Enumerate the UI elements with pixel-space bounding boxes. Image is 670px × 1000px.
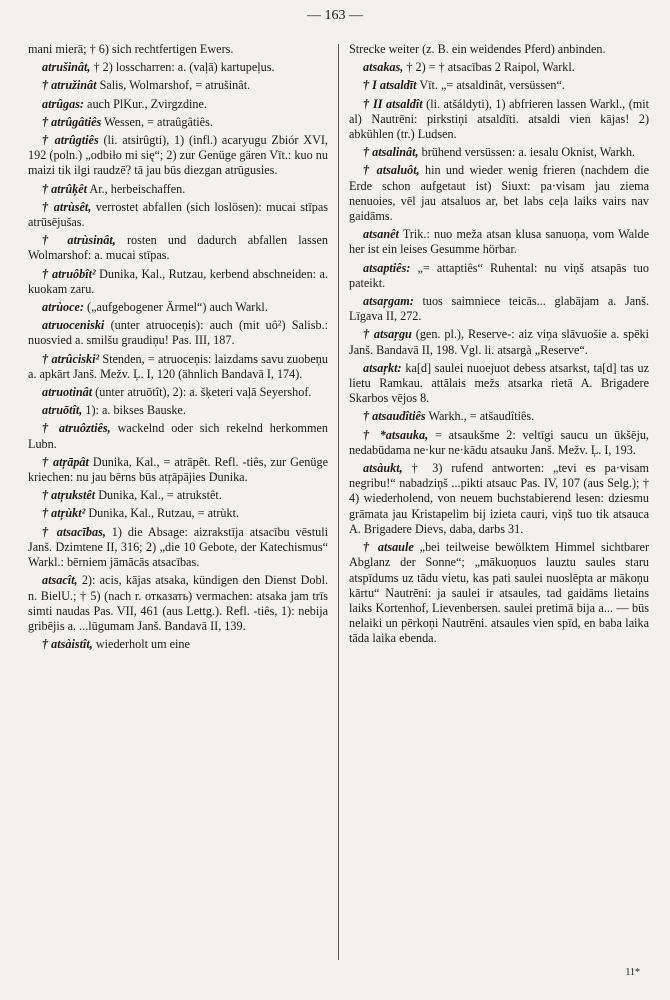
page-number: — 163 —: [307, 8, 363, 23]
entry-headword: † atrûciski²: [42, 351, 100, 366]
dictionary-entry: [28, 506, 328, 521]
entry-text: Vīt. „= atsaldinât, versüssen“.: [419, 78, 565, 93]
entry-text: = atsaukšme 2: veltīgi saucu un ūkšēju, nedabūdama ne‧kur ne‧kādu atsauku Janš. Mežv. Ļ. I, 193.: [349, 427, 649, 457]
dictionary-entry: [28, 60, 328, 75]
entry-headword: † *atsauka,: [363, 427, 429, 442]
entry-text: (unter atruōtît), 2): a. šķeteri vaļā Seyershof.: [95, 385, 312, 400]
dictionary-entry: [349, 361, 649, 407]
entry-headword: atsakas,: [363, 60, 404, 75]
entry-headword: atsaptiês:: [363, 260, 411, 275]
entry-text: „bei teilweise bewölktem Himmel sichtbarer Abglanz der Sonne“; „mākuoņuos lauztu saules staru atspīdums uz tādu vietu, kas pati saulei nuoslēpta ar mākoņu kārtu“ Nautrēni: ja saulei ir atsaules, tad gaidāms lietains laiks Kortenhof, Lievenbersen. saulei pretimā bija a... — būs nelaiki un pērkoņi Nautrēni. atsaules vien spīd, en baba laika tāda laika ebenda.: [349, 540, 650, 646]
dictionary-entry: [28, 421, 328, 451]
dictionary-entry: [28, 200, 328, 230]
entry-text: † 2) = † atsacības 2 Raipol, Warkl.: [406, 60, 575, 75]
left-column: [28, 42, 328, 655]
entry-text: tuos saimniece teicās... glabājam a. Janš. Līgava II, 272.: [349, 294, 649, 324]
dictionary-entry: [28, 233, 328, 263]
dictionary-entry: [349, 42, 649, 57]
entry-text: (li. atsirûgti), 1) (infl.) acaryugu Zbiór XVI, 192 (poln.) „odbiło mi się“; 2) zur Genüge gären Vīt.: kuo nu maizi tik ilgi raudzē? tā jau būs diezgan atrūgusies.: [28, 133, 328, 178]
dictionary-entry: [349, 78, 649, 93]
entry-text: 1) die Absage: aizrakstīja atsacību vēstuli Janš. Dzimtene II, 316; 2) „die 10 Gebote, der Katechismus“ Warkl.: bērniem jāmācās atsacības.: [28, 524, 329, 570]
entry-headword: † atružinât: [42, 78, 97, 93]
dictionary-entry: [28, 182, 328, 197]
dictionary-entry: [349, 540, 649, 646]
entry-headword: † atruôbît²: [42, 266, 96, 281]
dictionary-entry: [28, 637, 328, 652]
entry-headword: † atsaluôt,: [363, 163, 420, 178]
entry-headword: † atŗāpât: [42, 454, 89, 469]
entry-headword: † atruôztiês,: [42, 421, 111, 436]
entry-headword: † atsaŗgu: [363, 327, 412, 342]
signature-mark: 11*: [625, 967, 640, 978]
dictionary-entry: [349, 97, 649, 143]
entry-text: ka[d] saulei nuoejuot debess atsarkst, ta[d] tas uz lietu Ramkau. attālais mežs atsarka rietā A. Brigadere Skarbos vējos 8.: [349, 360, 650, 406]
dictionary-entry: [28, 385, 328, 400]
dictionary-entry: [349, 163, 649, 224]
dictionary-entry: [28, 300, 328, 315]
entry-headword: atsaŗgam:: [363, 294, 414, 309]
entry-text: Strecke weiter (z. B. ein weidendes Pferd) anbinden.: [349, 42, 606, 56]
dictionary-entry: [28, 573, 328, 634]
entry-headword: † atŗukstêt: [42, 488, 96, 503]
entry-headword: † atsàistît,: [42, 637, 93, 652]
entry-text: hin und wieder wenig frieren (nachdem die Erde schon aufgetaut ist) Siuxt: pa‧visam jau ziema nenuoies, vēl jau atsaluos ar, bet labs ceļa laiks vairs nav gaidāms.: [349, 163, 650, 224]
entry-headword: atsanêt: [363, 227, 399, 242]
entry-headword: † I atsaldīt: [363, 78, 417, 93]
dictionary-entry: [349, 145, 649, 160]
entry-text: verrostet abfallen (sich loslösen): mucai stīpas atrūsējušas.: [28, 199, 329, 230]
dictionary-entry: [349, 327, 649, 357]
dictionary-entry: [28, 318, 328, 348]
entry-headword: † atrûgâtiês: [42, 114, 102, 129]
entry-headword: † atrûķêt: [42, 181, 88, 196]
entry-headword: † II atsaldît: [363, 96, 423, 111]
entry-text: mani mierā; † 6) sich rechtfertigen Ewers.: [28, 42, 234, 56]
entry-headword: atsaŗkt:: [363, 360, 402, 375]
entry-text: Trik.: nuo meža atsan klusa sanuoņa, vom Walde her ist ein leises Gesumme hörbar.: [349, 227, 650, 257]
dictionary-entry: [349, 294, 649, 324]
entry-headword: † atrùsêt,: [42, 199, 92, 214]
entry-text: rosten und dadurch abfallen lassen Wolmarshof: a. mucai stīpas.: [28, 233, 328, 263]
entry-text: 2): acis, kājas atsaka, kündigen den Dienst Dobl. n. BielU.; † 5) (nach r. отказать) vermachen: atsaka jam trīs simti naudas Pas. VII, 461 (aus Lettg.). Refl. -tiês, 1): nebija gribējis a. ...lūgumam Janš. Bandavā II, 139.: [28, 573, 328, 633]
entry-headword: † atrùsinât,: [42, 233, 116, 248]
entry-text: wiederholt um eine: [95, 637, 190, 652]
dictionary-entry: [349, 461, 649, 537]
entry-text: Wessen, = atraûgâtiês.: [104, 114, 213, 129]
entry-text: brühend versüssen: a. iesalu Oknist, Warkh.: [421, 145, 635, 160]
entry-headword: † atŗùkt²: [42, 506, 86, 521]
dictionary-entry: [349, 261, 649, 291]
dictionary-entry: [349, 409, 649, 424]
entry-text: † 2) losscharren: a. (vaļā) kartupeļus.: [93, 60, 275, 75]
entry-text: „= attaptiês“ Ruhental: nu viņš atsapās tuo pateikt.: [349, 260, 649, 290]
entry-text: (gen. pl.), Reserve-: aiz viņa slāvuošie a. spēki Janš. Bandavā II, 198. Vgl. li. atsargà „Reserve“.: [349, 327, 649, 357]
dictionary-entry: [28, 97, 328, 112]
entry-headword: atruōtît,: [42, 403, 83, 418]
entry-headword: atrûgas:: [42, 96, 84, 111]
column-rule: [338, 44, 339, 960]
dictionary-entry: [28, 78, 328, 93]
entry-text: Ar., herbeischaffen.: [89, 181, 186, 196]
entry-text: Dunika, Kal., Rutzau, = atrùkt.: [88, 506, 240, 521]
dictionary-entry: [28, 488, 328, 503]
dictionary-entry: [28, 267, 328, 297]
entry-text: (unter atruoceņis): auch (mit uô²) Salisb.: nuosvied a. smilšu graudiņu! Pas. III, 187.: [28, 318, 329, 348]
dictionary-entry: [28, 115, 328, 130]
entry-text: † 3) rufend antworten: „tevi es pa‧visam negribu!“ nabadziņš ...pikti atsauc Pas. IV, 107 (aus Selg.); † 4) wiederholend, von neuem buchstabierend lesen: dziesmu grāmata jau Kristapelim bij izieta cauri, viņš tuo tik atsauca A. Brigadere Dievs, daba, darbs 31.: [349, 461, 650, 536]
dictionary-entry: [349, 60, 649, 75]
entry-text: (li. atšáldyti), 1) abfrieren lassen Warkl., (mit al) Nautrēni: pirkstiņi atsaldīti. atsaldi vien kājas! 2) abkühlen (tr.) Ludsen.: [349, 96, 650, 142]
entry-text: Warkh., = atšaudîtiês.: [428, 409, 535, 424]
entry-text: Dunika, Kal., Rutzau, kerbend abschneiden: a. kuokam zaru.: [28, 266, 329, 296]
dictionary-entry: [349, 227, 649, 257]
entry-headword: atsàukt,: [363, 461, 403, 476]
entry-text: Stenden, = atruoceņis: laizdams savu zuobeņu a. apkārt Janš. Mežv. Ļ. I, 120 (ähnlich Bandavā I, 174).: [28, 351, 328, 381]
entry-headword: atruoceniski: [42, 318, 105, 333]
right-column: [349, 42, 649, 650]
dictionary-entry: [28, 352, 328, 382]
entry-headword: † atsalinât,: [363, 145, 419, 160]
dictionary-entry: [28, 42, 328, 57]
entry-text: („aufgebogener Ärmel“) auch Warkl.: [87, 300, 268, 315]
entry-headword: † atsaule: [363, 540, 414, 555]
entry-text: Dunika, Kal., = atrukstêt.: [98, 488, 222, 503]
entry-headword: atrušinât,: [42, 60, 91, 75]
dictionary-entry: [28, 525, 328, 571]
entry-text: wackelnd oder sich rekelnd herkommen Lubn.: [28, 421, 329, 451]
dictionary-entry: [28, 133, 328, 179]
entry-headword: atsacît,: [42, 573, 78, 588]
entry-headword: † atsaudîtiês: [363, 409, 426, 424]
dictionary-entry: [28, 455, 328, 485]
dictionary-entry: [28, 403, 328, 418]
entry-headword: atruotinât: [42, 385, 93, 400]
entry-headword: † atsacības,: [42, 524, 106, 539]
entry-text: Salis, Wolmarshof, = atrušinât.: [99, 78, 251, 93]
entry-text: Dunika, Kal., = atrāpêt. Refl. -tiês, zur Genüge kriechen: nu jau bērns būs atŗāpājies Dunika.: [28, 454, 328, 485]
entry-headword: atrùoce:: [42, 300, 84, 315]
entry-headword: † atrûgtiês: [42, 133, 99, 148]
dictionary-entry: [349, 428, 649, 458]
entry-text: auch PlKur., Zvirgzdine.: [87, 96, 207, 111]
entry-text: 1): a. bikses Bauske.: [85, 403, 186, 418]
